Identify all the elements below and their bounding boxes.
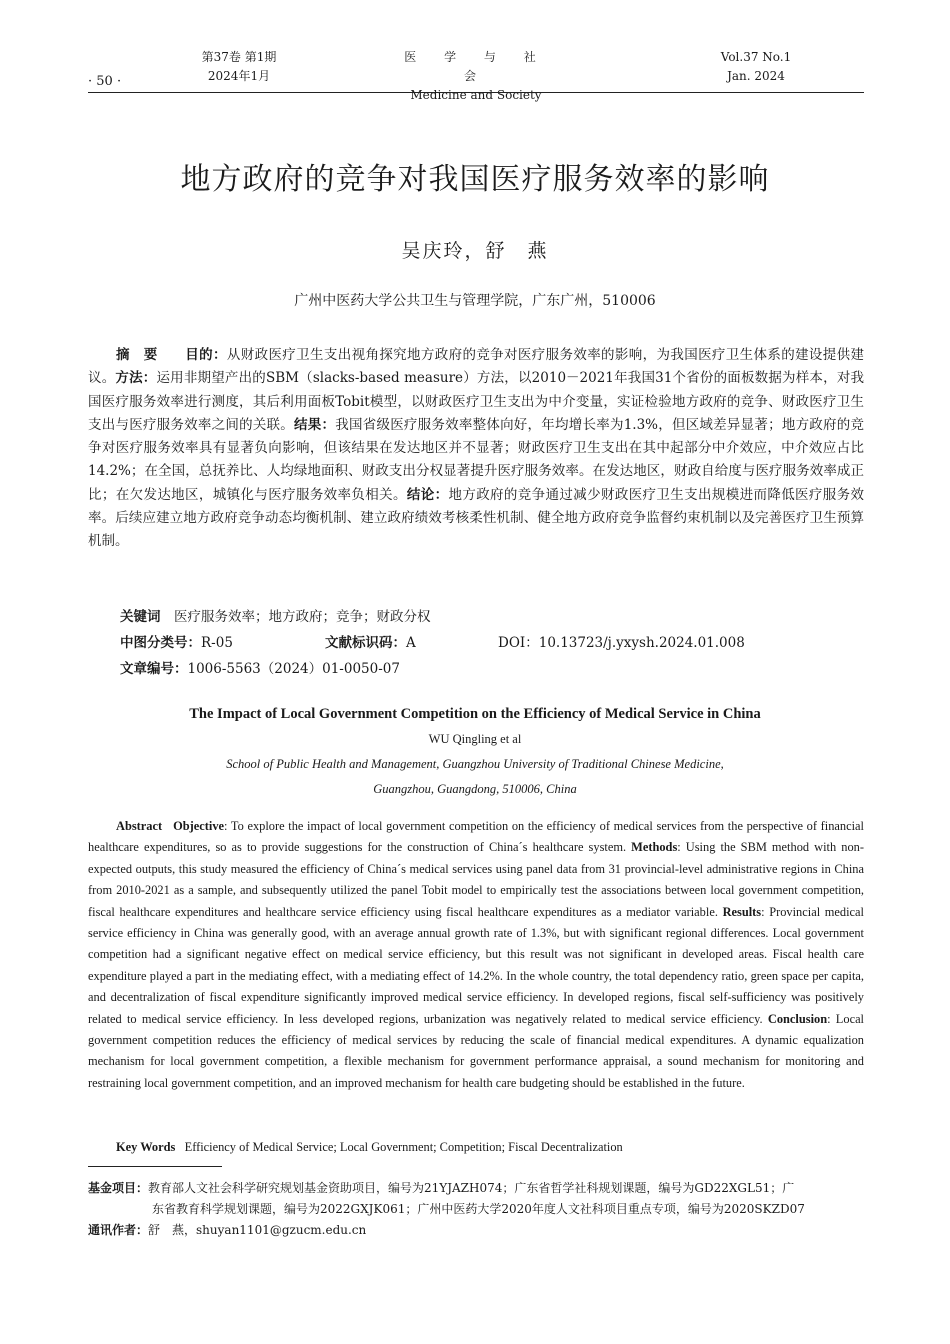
clc-label: 中图分类号： [120,635,201,651]
header-journal [388,48,564,105]
header-volume-cn: 第37卷 第1期 [201,50,277,64]
keywords-en [116,1140,623,1155]
header-date-cn: 2024年1月 [207,69,271,83]
keywords-en-label: Key Words [116,1140,176,1154]
conclusion-en: : Local government competition reduces the efficiency of medical services by reducing the scale of financial medical expenditures. A dynamic equalization mechanism for local government competition, a flexible mechanism for government performance appraisal, a sound mechanism for monitoring and restraining local government competition, and an improved mechanism for health care budgeting should be established in the future. [88,1011,865,1090]
objective-label-en: Objective [173,819,225,833]
authors: 吴庆玲，舒 燕 [401,240,549,262]
objective-cn: 从财政医疗卫生支出视角探究地方政府的竞争对医疗服务效率的影响，为我国医疗卫生体系的建设提供建议。 [88,347,865,387]
classification-line [120,632,760,654]
results-en: : Provincial medical service efficiency in China was generally good, with an average annual growth rate of 1.3%, but with significant regional differences. Local government competition had a significant negative effect on medical service efficiency, but this result was not significant in developed areas. Fiscal health care expenditure played a part in the mediating effect, with a mediating effect of 14.2%. In the whole country, the total dependency ratio, green space per capita, and decentralization of fiscal expenditure significantly improved medical service efficiency. In developed regions, fiscal self-sufficiency was positively related to medical service efficiency. In less developed regions, urbanization was negatively related to medical service efficiency. [88,904,864,1026]
fund-text-1: 教育部人文社会科学研究规划基金资助项目，编号为21YJAZH074；广东省哲学社科规划课题，编号为GD22XGL51；广 [148,1181,795,1195]
methods-label-en: Methods [631,840,678,855]
fund-text-2: 东省教育科学规划课题，编号为2022GXJK061；广州中医药大学2020年度人文社科项目重点专项，编号为2020SKZD07 [152,1202,805,1216]
author-en: WU Qingling et al [428,732,522,746]
doi: DOI：10.13723/j.yxysh.2024.01.008 [498,635,745,651]
article-number [120,658,400,680]
abstract-cn-label: 摘 要 [116,347,158,363]
results-label-cn: 结果： [294,416,336,433]
results-cn: 我国省级医疗服务效率整体向好，年均增长率为1.3%，但区域差异显著；地方政府的竞争对医疗服务效率具有显著负向影响，但该结果在发达地区并不显著；财政医疗卫生支出在其中起部分中介效应，中介效应占比14.2%；在全国，总抚养比、人均绿地面积、财政支出分权显著提升医疗服务效率。在发达地区，财政自给度与医疗服务效率成正比；在欠发达地区，城镇化与医疗服务效率负相关。 [88,416,865,503]
fund-line [88,1178,864,1199]
results-label-en: Results [722,904,762,919]
affiliation: 广州中医药大学公共卫生与管理学院，广东广州，510006 [294,293,656,309]
header-date-en: Jan. 2024 [727,69,785,83]
article-number-label: 文章编号： [120,661,188,677]
keywords-cn [120,606,431,628]
keywords-en-value: Efficiency of Medical Service; Local Government; Competition; Fiscal Decentralization [184,1140,623,1154]
header-volume-en: Vol.37 No.1 [720,50,792,64]
corresponding-author [88,1220,864,1241]
article-title: 地方政府的竞争对我国医疗服务效率的影响 [180,162,770,197]
conclusion-label-cn: 结论： [406,486,449,503]
keywords-cn-label: 关键词 [120,609,161,625]
footnote [88,1178,864,1241]
header-rule [88,92,864,93]
doc-code-label: 文献标识码： [325,635,406,651]
keywords-cn-value: 医疗服务效率；地方政府；竞争；财政分权 [174,609,431,625]
doc-code-value: A [406,635,416,651]
affiliation-en-line2: Guangzhou, Guangdong, 510006, China [373,782,577,796]
running-header [88,46,864,102]
corr-label: 通讯作者： [88,1223,149,1237]
abstract-en [88,816,864,1094]
header-issue-cn [184,48,294,86]
objective-en: : To explore the impact of local government competition on the efficiency of medical services from the perspective of financial healthcare expenditures, so as to provide suggestions for the construction of China´s healthcare system. [88,819,864,855]
abstract-cn [88,344,864,554]
methods-label-cn: 方法： [115,370,157,387]
journal-name-en: Medicine and Society [410,88,542,102]
article-number-value: 1006-5563（2024）01-0050-07 [187,661,400,677]
abstract-en-label: Abstract [116,819,163,833]
affiliation-en-line1: School of Public Health and Management, Guangzhou University of Traditional Chinese Medicine, [226,757,724,771]
objective-label-cn: 目的： [185,347,227,363]
title-en: The Impact of Local Government Competition on the Efficiency of Medical Service in China [189,706,761,722]
footnote-rule [88,1166,222,1167]
conclusion-label-en: Conclusion [767,1011,828,1026]
methods-cn: 运用非期望产出的SBM（slacks-based measure）方法，以2010－2021年我国31个省份的面板数据为样本，对我国医疗服务效率进行测度，其后利用面板Tobit模型，以财政医疗卫生支出为中介变量，实证检验地方政府的竞争、财政医疗卫生支出与医疗服务效率之间的关联。 [88,370,865,433]
conclusion-cn: 地方政府的竞争通过减少财政医疗卫生支出规模进而降低医疗服务效率。后续应建立地方政府竞争动态均衡机制、建立政府绩效考核柔性机制、健全地方政府竞争监督约束机制以及完善医疗卫生预算机制。 [88,486,865,550]
page-number: · 50 · [88,74,122,89]
header-issue-en [696,48,816,86]
fund-label: 基金项目： [88,1181,149,1195]
corr-value: 舒 燕，shuyan1101@gzucm.edu.cn [148,1223,367,1237]
journal-name-cn: 医 学 与 社 会 [404,50,548,83]
methods-en: : Using the SBM method with non-expected outputs, this study measured the efficiency of China´s medical services using panel data from 31 provincial-level administrative regions in China from 2010-2021 as a sample, and subsequently utilized the panel Tobit model to empirically test the associations between local government competition, fiscal healthcare expenditures and healthcare service efficiency using fiscal healthcare expenditures as a mediator variable. [88,840,864,919]
clc-value: R-05 [201,635,233,651]
